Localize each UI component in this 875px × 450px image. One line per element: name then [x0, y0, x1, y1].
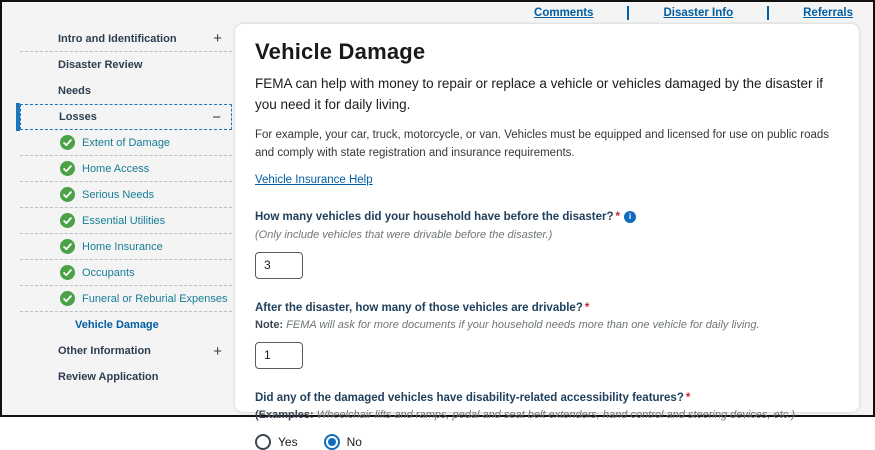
sidebar-item-disaster-review[interactable]	[20, 52, 232, 78]
sidebar-item-funeral-or-reburial-expenses[interactable]	[20, 286, 232, 312]
sidebar-item-home-access[interactable]	[20, 156, 232, 182]
question-label: After the disaster, how many of those vehicles are drivable? *	[255, 301, 590, 314]
sidebar-item-needs[interactable]	[20, 78, 232, 104]
question-examples: (Examples: Wheelchair lifts and ramps, pedal and seat belt extenders, hand control and steering devices, etc.)	[255, 408, 795, 421]
sidebar-item-other-information[interactable]	[20, 338, 232, 364]
expand-icon: +	[213, 342, 222, 360]
note-prefix: Note:	[255, 318, 284, 331]
question-vehicles-drivable-after	[255, 300, 839, 369]
question-vehicles-before-disaster	[255, 209, 839, 278]
question-accessibility-features	[255, 390, 839, 450]
question-note: Note: FEMA will ask for more documents if your household needs more than one vehicle for daily living.	[255, 318, 760, 331]
complete-check-icon	[60, 291, 75, 306]
required-asterisk: *	[615, 211, 620, 224]
comments-link[interactable]: Comments	[534, 7, 594, 19]
sidebar-item-label: Funeral or Reburial Expenses	[82, 292, 228, 305]
sidebar-item-label: Serious Needs	[82, 188, 155, 201]
description-paragraph: For example, your car, truck, motorcycle, or van. Vehicles must be equipped and licensed for use on public roads and comply with state registration and insurance requirements.	[255, 128, 830, 159]
radio-unchecked-icon[interactable]	[255, 434, 271, 450]
complete-check-icon	[60, 135, 75, 150]
question-label: Did any of the damaged vehicles have disability-related accessibility features? *	[255, 391, 691, 404]
disaster-info-link[interactable]: Disaster Info	[663, 7, 734, 19]
accessibility-radio-group	[255, 434, 839, 450]
sidebar-item-occupants[interactable]	[20, 260, 232, 286]
sidebar-item-review-application[interactable]	[20, 364, 232, 390]
lead-paragraph: FEMA can help with money to repair or replace a vehicle or vehicles damaged by the disaster if you need it for daily living.	[255, 76, 824, 112]
sidebar-item-label: Needs	[58, 85, 92, 97]
sidebar-item-serious-needs[interactable]	[20, 182, 232, 208]
required-asterisk: *	[584, 301, 590, 314]
vehicles-before-input[interactable]	[255, 252, 303, 279]
sidebar-item-label: Intro and Identification	[58, 32, 177, 45]
sidebar-item-label: Disaster Review	[58, 59, 143, 71]
complete-check-icon	[60, 187, 75, 202]
expand-icon: +	[213, 30, 222, 47]
sidebar-item-extent-of-damage[interactable]	[20, 130, 232, 156]
radio-checked-icon[interactable]	[324, 434, 340, 450]
sidebar-item-essential-utilities[interactable]	[20, 208, 232, 234]
page-title: Vehicle Damage	[255, 39, 426, 64]
sidebar-item-intro-and-identification[interactable]	[20, 26, 232, 52]
sidebar-item-vehicle-damage-current[interactable]	[20, 312, 232, 338]
referrals-link[interactable]: Referrals	[803, 7, 853, 19]
complete-check-icon	[60, 161, 75, 176]
radio-label: No	[346, 434, 362, 449]
info-icon[interactable]: i	[624, 211, 636, 223]
sidebar-item-label: Extent of Damage	[82, 136, 171, 149]
complete-check-icon	[60, 239, 75, 254]
vehicle-insurance-help-link[interactable]: Vehicle Insurance Help	[255, 174, 373, 187]
radio-label: Yes	[278, 434, 298, 449]
vehicle-damage-form-panel	[235, 24, 859, 449]
collapse-icon: −	[212, 108, 221, 126]
complete-check-icon	[60, 213, 75, 228]
complete-check-icon	[60, 265, 75, 280]
sidebar-item-label: Losses	[59, 111, 97, 123]
link-divider	[767, 6, 769, 20]
application-steps-sidebar	[20, 26, 232, 390]
sidebar-item-label: Home Access	[82, 162, 150, 175]
sidebar-item-label: Vehicle Damage	[75, 319, 159, 331]
question-hint: (Only include vehicles that were drivable before the disaster.)	[255, 228, 553, 241]
sidebar-item-label: Occupants	[82, 266, 135, 279]
vehicles-drivable-input[interactable]	[255, 342, 303, 369]
sidebar-item-label: Review Application	[58, 371, 159, 383]
question-label: How many vehicles did your household have before the disaster? * i	[255, 209, 839, 225]
link-divider	[627, 6, 629, 20]
radio-option-no[interactable]	[324, 434, 362, 450]
required-asterisk: *	[685, 391, 691, 404]
radio-option-yes[interactable]	[255, 434, 298, 450]
sidebar-item-label: Essential Utilities	[82, 214, 166, 227]
sidebar-item-home-insurance[interactable]	[20, 234, 232, 260]
examples-prefix: (Examples:	[255, 408, 314, 421]
sidebar-item-label: Other Information	[58, 345, 151, 357]
header-link-bar	[530, 5, 857, 21]
sidebar-item-label: Home Insurance	[82, 240, 163, 253]
sidebar-item-losses[interactable]	[20, 104, 232, 130]
